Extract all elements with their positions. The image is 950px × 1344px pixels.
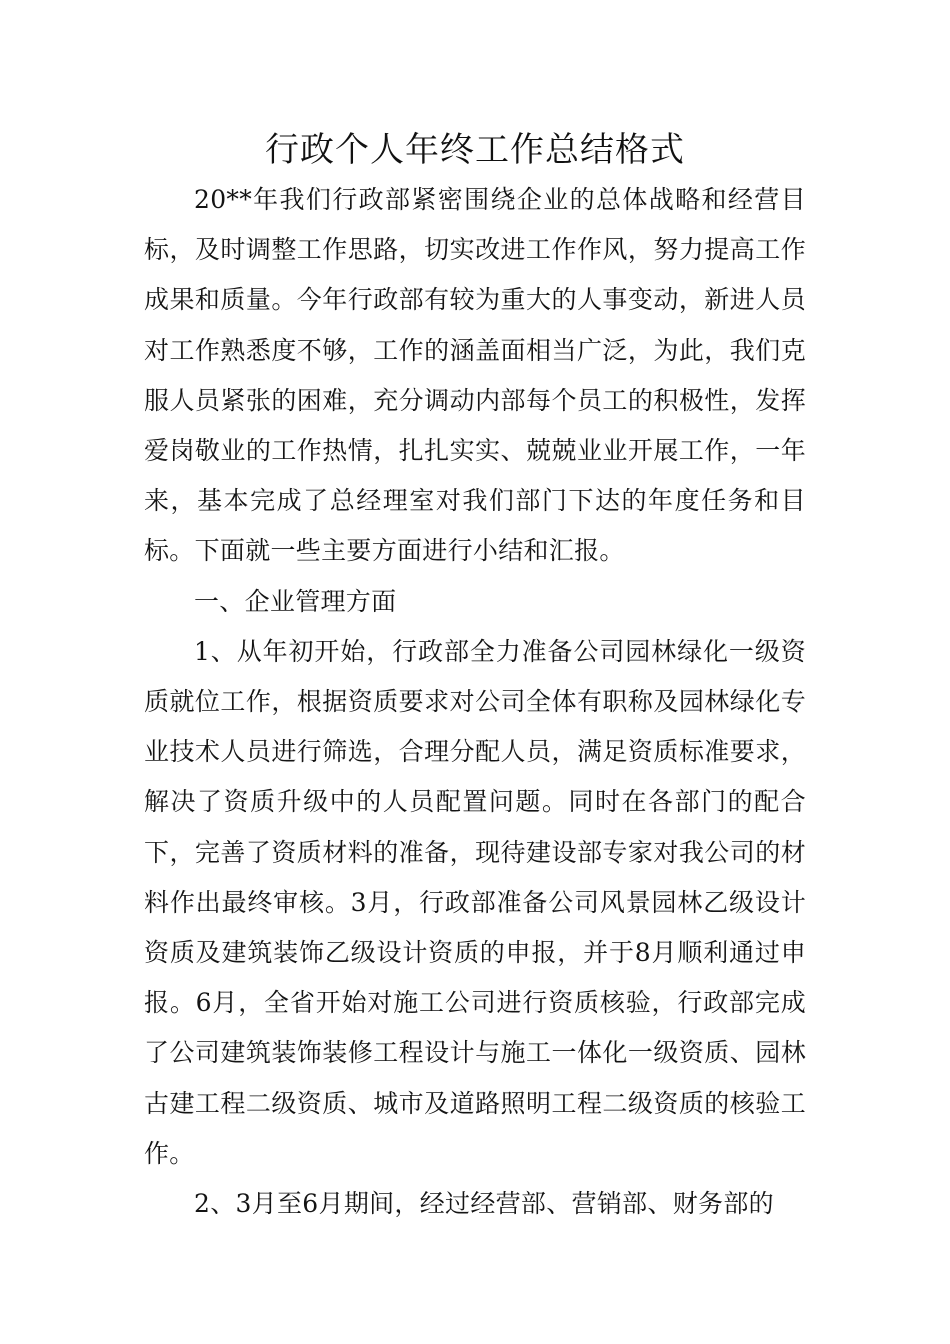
document-body [144, 175, 806, 1229]
paragraph-item-1: 1、从年初开始，行政部全力准备公司园林绿化一级资质就位工作，根据资质要求对公司全体有职称及园林绿化专业技术人员进行筛选，合理分配人员，满足资质标准要求，解决了资质升级中的人员配置问题。同时在各部门的配合下，完善了资质材料的准备，现待建设部专家对我公司的材料作出最终审核。3月，行政部准备公司风景园林乙级设计资质及建筑装饰乙级设计资质的申报，并于8月顺利通过申报。6月，全省开始对施工公司进行资质核验，行政部完成了公司建筑装饰装修工程设计与施工一体化一级资质、园林古建工程二级资质、城市及道路照明工程二级资质的核验工作。 [144, 636, 806, 1168]
section-heading-management: 一、企业管理方面 [194, 586, 397, 616]
paragraph-item-2: 2、3月至6月期间，经过经营部、营销部、财务部的 [194, 1189, 774, 1219]
paragraph-intro: 20**年我们行政部紧密围绕企业的总体战略和经营目标，及时调整工作思路，切实改进工作作风，努力提高工作成果和质量。今年行政部有较为重大的人事变动，新进人员对工作熟悉度不够，工作的涵盖面相当广泛，为此，我们克服人员紧张的困难，充分调动内部每个员工的积极性，发挥爱岗敬业的工作热情，扎扎实实、兢兢业业开展工作，一年来，基本完成了总经理室对我们部门下达的年度任务和目标。下面就一些主要方面进行小结和汇报。 [144, 185, 806, 566]
document-title: 行政个人年终工作总结格式 [265, 130, 685, 170]
